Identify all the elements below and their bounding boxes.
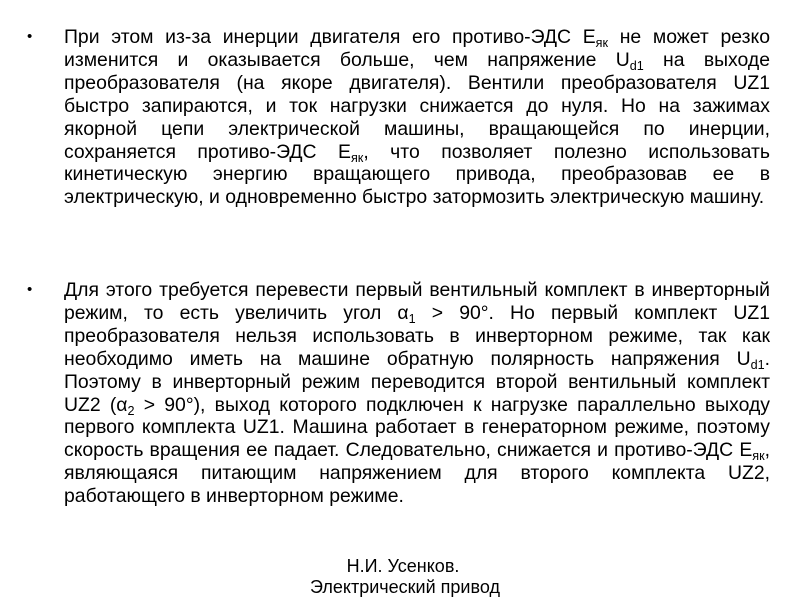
footer-author: Н.И. Усенков. [346, 556, 460, 576]
paragraph-2-text-5: , являющаяся питающим напряжением для второго комплекта UZ2, работающего в инверторном режиме. [64, 439, 770, 508]
paragraph-1-text-4: , что позволяет полезно использовать кинетическую энергию вращающего привода, преобразовав ее в электрическую, и одновременно быстро затормозить электрическую машину. [64, 140, 770, 209]
paragraph-1-subscript-1: як [595, 35, 609, 50]
bullet-marker-2: • [27, 281, 33, 298]
paragraph-1-text-2: не может резко изменится и оказывается больше, чем напряжение U [64, 26, 770, 71]
paragraph-2-subscript-1: 1 [408, 311, 416, 326]
paragraph-2-subscript-3: 2 [127, 403, 135, 418]
paragraph-2-text-1: Для этого требуется перевести первый вентильный комплект в инверторный режим, то есть увеличить угол α [64, 279, 770, 324]
paragraph-1 [64, 26, 770, 209]
paragraph-1-text-1: При этом из-за инерции двигателя его противо-ЭДС E [64, 26, 596, 48]
paragraph-1-subscript-2: d1 [629, 58, 644, 73]
paragraph-2 [64, 279, 770, 508]
paragraph-2-text-4: > 90°), выход которого подключен к нагрузке параллельно выходу первого комплекта UZ1. Машина работает в генераторном режиме, поэтому скорость вращения ее падает. Следовательно, снижается и противо-ЭДС E [64, 393, 770, 462]
paragraph-1-text-3: на выходе преобразователя (на якоре двигателя). Вентили преобразователя UZ1 быстро запираются, и ток нагрузки снижается до нуля. Но на зажимах якорной цепи электрической машины, вращающейся по инерции, сохраняется противо-ЭДС E [64, 48, 770, 163]
paragraph-1-subscript-3: як [350, 150, 364, 165]
paragraph-2-subscript-4: як [752, 449, 765, 464]
bullet-marker-1: • [27, 28, 33, 45]
paragraph-2-text-3: . Поэтому в инверторный режим переводится второй вентильный комплект UZ2 (α [64, 347, 770, 416]
paragraph-2-subscript-2: d1 [750, 357, 765, 372]
footer-title: Электрический привод [310, 577, 500, 597]
paragraph-2-text-2: > 90°. Но первый комплект UZ1 преобразователя нельзя использовать в инверторном режиме, так как необходимо иметь на машине обратную полярность напряжения U [64, 301, 770, 370]
